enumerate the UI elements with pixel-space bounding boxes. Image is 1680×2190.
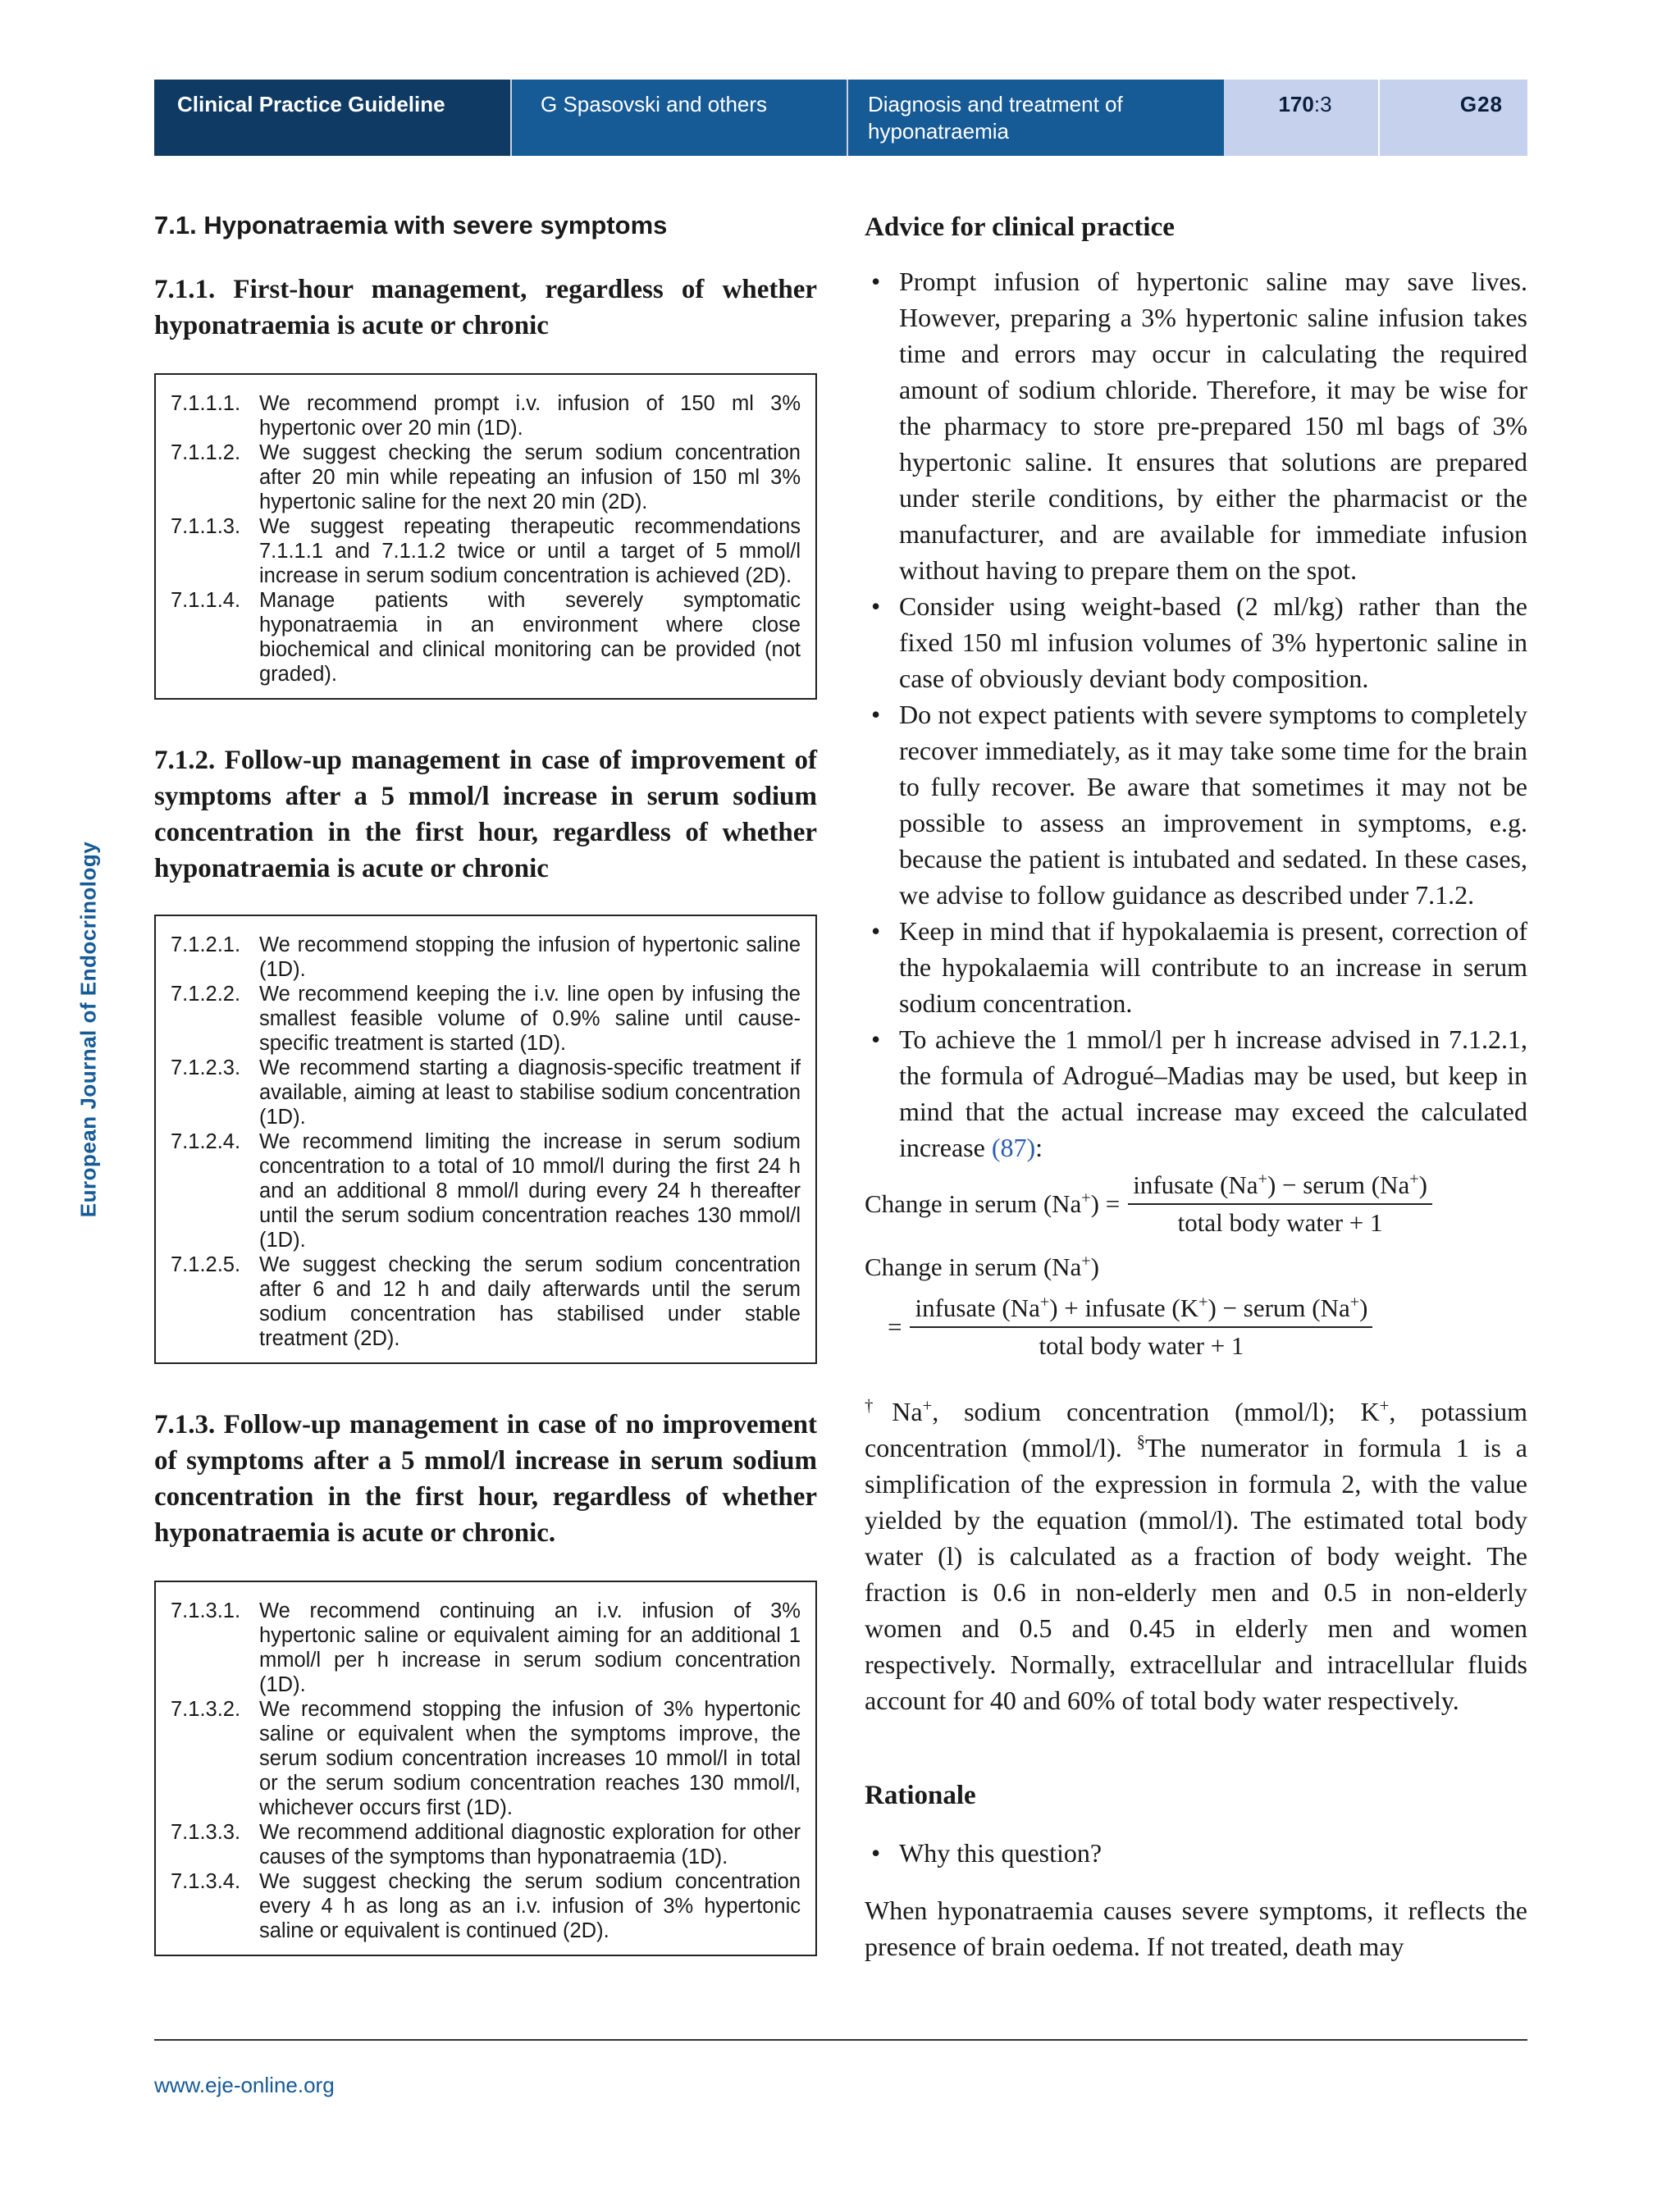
recommendation-item: [171, 1820, 801, 1869]
formula-text: ) − serum (Na: [1267, 1170, 1410, 1199]
section-heading-7-1-2: 7.1.2. Follow-up management in case of improvement of symptoms after a 5 mmol/l increase in serum sodium concentration in the first hour, regardless of whether hyponatraemia is acute or chronic: [154, 746, 817, 883]
rationale-bullet: [865, 1835, 1527, 1871]
recommendation-text: We recommend keeping the i.v. line open by infusing the smallest feasible volume of 0.9% saline until cause-specific treatment is started (1D).: [259, 983, 801, 1055]
recommendation-number: 7.1.1.1.: [171, 392, 241, 415]
article-title-line1: Diagnosis and treatment of: [868, 92, 1123, 116]
advice-bullet: [865, 696, 1527, 913]
bullet-dot: •: [871, 916, 881, 946]
superscript-plus: +: [1349, 1293, 1360, 1312]
superscript-plus: +: [1379, 1396, 1390, 1416]
superscript-plus: +: [1081, 1189, 1091, 1207]
formula-2-denominator: total body water + 1: [1039, 1331, 1244, 1360]
advice-bullet-list: [865, 263, 1527, 1166]
recommendation-text: We recommend starting a diagnosis-specific treatment if available, aiming at least to stabilise sodium concentration (1D).: [259, 1056, 801, 1129]
article-title-line2: hyponatraemia: [868, 119, 1009, 144]
formula-1-numerator: [1128, 1170, 1432, 1205]
advice-bullet-text: Consider using weight-based (2 ml/kg) rather than the fixed 150 ml infusion volumes of 3% hypertonic saline in case of obviously deviant body composition.: [899, 591, 1527, 693]
bullet-dot: •: [871, 700, 881, 729]
formula-text: Change in serum (Na: [865, 1252, 1082, 1281]
section-heading-7-1: 7.1. Hyponatraemia with severe symptoms: [154, 211, 668, 240]
recommendation-item: [171, 440, 801, 514]
superscript-plus: +: [922, 1396, 933, 1416]
recommendation-number: 7.1.3.2.: [171, 1698, 241, 1721]
left-column: [154, 209, 817, 1956]
footnote-text: , potassium concentration (mmol/l).: [865, 1397, 1528, 1462]
recommendation-box-7-1-3: [154, 1581, 817, 1956]
recommendation-item: [171, 933, 801, 982]
recommendation-text: We recommend continuing an i.v. infusion of 3% hypertonic saline or equivalent aiming for an additional 1 mmol/l per h increase in serum sodium concentration (1D).: [259, 1599, 801, 1696]
superscript-plus: +: [1039, 1293, 1050, 1312]
recommendation-number: 7.1.3.3.: [171, 1821, 241, 1844]
volume-text: 170: [1278, 92, 1314, 116]
formula-text: infusate (Na: [915, 1293, 1040, 1322]
recommendation-text: We suggest checking the serum sodium concentration every 4 h as long as an i.v. infusion of 3% hypertonic saline or equivalent is continued (2D).: [259, 1870, 801, 1942]
recommendation-item: [171, 1252, 801, 1351]
recommendation-number: 7.1.2.1.: [171, 933, 241, 956]
right-column: [865, 209, 1527, 1964]
recommendation-text: Manage patients with severely symptomatic hyponatraemia in an environment where close biochemical and clinical monitoring can be provided (not graded).: [259, 589, 801, 686]
advice-bullet-text: Do not expect patients with severe symptoms to completely recover immediately, as it may take some time for the brain to fully recover. Be aware that sometimes it may not be possible to assess an improvement in symptoms, e.g. because the patient is intubated and sedated. In these cases, we advise to follow guidance as described under 7.1.2.: [899, 700, 1527, 910]
recommendation-text: We recommend stopping the infusion of hypertonic saline (1D).: [259, 933, 801, 981]
advice-bullet: [865, 1021, 1527, 1166]
rationale-paragraph: When hyponatraemia causes severe symptoms, it reflects the presence of brain oedema. If not treated, death may: [865, 1896, 1527, 1961]
recommendation-item: [171, 1869, 801, 1943]
recommendation-item: [171, 514, 801, 588]
recommendation-item: [171, 391, 801, 440]
advice-bullet: [865, 263, 1527, 588]
guideline-text: Clinical Practice Guideline: [177, 92, 445, 116]
section-heading-7-1-3: 7.1.3. Follow-up management in case of no improvement of symptoms after a 5 mmol/l increase in serum sodium concentration in the first hour, regardless of whether hyponatraemia is acute or chronic.: [154, 1410, 817, 1548]
header-guideline-label: [154, 80, 510, 156]
recommendation-text: We recommend prompt i.v. infusion of 150 ml 3% hypertonic over 20 min (1D).: [259, 392, 801, 440]
recommendation-number: 7.1.1.3.: [171, 515, 241, 538]
footnote-text: The numerator in formula 1 is a simplification of the expression in formula 2, with the value yielded by the equation (mmol/l). The estimated total body water (l) is calculated as a fraction of body weight. The fraction is 0.6 in non-elderly men and 0.5 in non-elderly women and 0.5 and 0.45 in elderly men and women respectively. Normally, extracellular and intracellular fluids account for 40 and 60% of total body water respectively.: [865, 1433, 1528, 1715]
rationale-heading: Rationale: [865, 1781, 976, 1810]
formula-footnote: [865, 1394, 1527, 1718]
citation-link[interactable]: (87): [991, 1133, 1036, 1162]
bullet-dot: •: [871, 591, 881, 621]
header-volume-issue: [1224, 80, 1378, 156]
recommendation-item: [171, 1056, 801, 1129]
recommendation-text: We recommend additional diagnostic exploration for other causes of the symptoms than hyponatraemia (1D).: [259, 1821, 801, 1868]
recommendation-text: We recommend stopping the infusion of 3% hypertonic saline or equivalent when the symptoms improve, the serum sodium concentration increases 10 mmol/l in total or the serum sodium concentration reaches 130 mmol/l, whichever occurs first (1D).: [259, 1698, 801, 1819]
recommendation-number: 7.1.2.4.: [171, 1130, 241, 1153]
formula-1-lhs: [865, 1189, 1120, 1219]
section-mark: §: [1136, 1432, 1145, 1452]
superscript-plus: +: [1081, 1252, 1091, 1271]
formula-text: ) =: [1090, 1189, 1121, 1218]
journal-side-label-text: European Journal of Endocrinology: [75, 841, 101, 1218]
issue-text: :3: [1313, 92, 1332, 116]
equals-sign: =: [888, 1312, 902, 1341]
recommendation-number: 7.1.2.3.: [171, 1056, 241, 1079]
bullet-dot: •: [871, 1838, 881, 1868]
superscript-plus: +: [1258, 1170, 1267, 1189]
recommendation-number: 7.1.2.5.: [171, 1253, 241, 1276]
bullet-dot: •: [871, 1024, 881, 1054]
recommendation-text: We suggest checking the serum sodium concentration after 6 and 12 h and daily afterwards until the serum sodium concentration has stabilised under stable treatment (2D).: [259, 1253, 801, 1350]
advice-bullet-text: Keep in mind that if hypokalaemia is present, correction of the hypokalaemia will contribute to an increase in serum sodium concentration.: [899, 916, 1527, 1018]
header-authors: [510, 80, 847, 156]
header-article-title: [847, 80, 1224, 156]
formula-text: Change in serum (Na: [865, 1189, 1082, 1218]
recommendation-text: We recommend limiting the increase in serum sodium concentration to a total of 10 mmol/l during the first 24 h and an additional 8 mmol/l during every 24 h thereafter until the serum sodium concentration reaches 130 mmol/l (1D).: [259, 1130, 801, 1252]
recommendation-text: We suggest repeating therapeutic recommendations 7.1.1.1 and 7.1.1.2 twice or until a target of 5 mmol/l increase in serum sodium concentration is achieved (2D).: [259, 515, 801, 587]
footnote-text: Na: [892, 1397, 923, 1426]
recommendation-box-7-1-2: [154, 915, 817, 1364]
recommendation-number: 7.1.3.4.: [171, 1870, 241, 1893]
formula-text: infusate (Na: [1133, 1170, 1258, 1199]
recommendation-text: We suggest checking the serum sodium concentration after 20 min while repeating an infusion of 150 ml 3% hypertonic saline for the next 20 min (2D).: [259, 441, 801, 513]
recommendation-item: [171, 982, 801, 1056]
superscript-plus: +: [1409, 1170, 1419, 1189]
recommendation-number: 7.1.1.2.: [171, 441, 241, 464]
recommendation-item: [171, 1599, 801, 1697]
recommendation-number: 7.1.3.1.: [171, 1599, 241, 1622]
formula-text: ): [1090, 1252, 1099, 1281]
formula-1-fraction: [1128, 1170, 1432, 1238]
footnote-text: , sodium concentration (mmol/l); K: [932, 1397, 1380, 1426]
advice-bullet: [865, 588, 1527, 696]
authors-text: G Spasovski and others: [541, 92, 768, 116]
formula-text: ) + infusate (K: [1049, 1293, 1199, 1322]
header-page-number: [1378, 80, 1527, 156]
recommendation-item: [171, 588, 801, 687]
superscript-plus: +: [1198, 1293, 1208, 1312]
formula-2-fraction: [910, 1293, 1372, 1361]
recommendation-number: 7.1.2.2.: [171, 983, 241, 1006]
bullet-dot: •: [871, 267, 881, 296]
page-number-text: G28: [1459, 92, 1503, 116]
formula-1-denominator: total body water + 1: [1177, 1208, 1383, 1237]
recommendation-number: 7.1.1.4.: [171, 589, 241, 612]
bullet-punctuation: :: [1035, 1133, 1043, 1162]
rationale-bullet-text: Why this question?: [899, 1838, 1102, 1868]
advice-bullet-text: To achieve the 1 mmol/l per h increase advised in 7.1.2.1, the formula of Adrogué–Madias may be used, but keep in mind that the actual increase may exceed the calculated increase: [899, 1024, 1527, 1162]
formula-text: ) − serum (Na: [1208, 1293, 1350, 1322]
formula-text: ): [1359, 1293, 1368, 1322]
advice-bullet: [865, 913, 1527, 1021]
advice-heading: Advice for clinical practice: [865, 212, 1175, 242]
section-heading-7-1-1: 7.1.1. First-hour management, regardless of whether hyponatraemia is acute or chronic: [154, 275, 817, 340]
formula-2-numerator: [910, 1293, 1372, 1328]
recommendation-item: [171, 1697, 801, 1820]
formula-2-lhs: [865, 1252, 1527, 1282]
footer-url[interactable]: www.eje-online.org: [154, 2073, 335, 2097]
formula-2: [865, 1293, 1527, 1361]
formula-text: ): [1418, 1170, 1427, 1199]
formula-1: [865, 1170, 1527, 1238]
recommendation-item: [171, 1129, 801, 1252]
footer-divider: [154, 2039, 1527, 2041]
recommendation-box-7-1-1: [154, 373, 817, 700]
dagger-mark: †: [865, 1396, 892, 1416]
rationale-bullet-list: [865, 1835, 1527, 1871]
advice-bullet-text: Prompt infusion of hypertonic saline may save lives. However, preparing a 3% hypertonic saline infusion takes time and errors may occur in calculating the required amount of sodium chloride. Therefore, it may be wise for the pharmacy to store pre-prepared 150 ml bags of 3% hypertonic saline. It ensures that solutions are prepared under sterile conditions, by either the pharmacist or the manufacturer, and are available for immediate infusion without having to prepare them on the spot.: [899, 267, 1527, 585]
